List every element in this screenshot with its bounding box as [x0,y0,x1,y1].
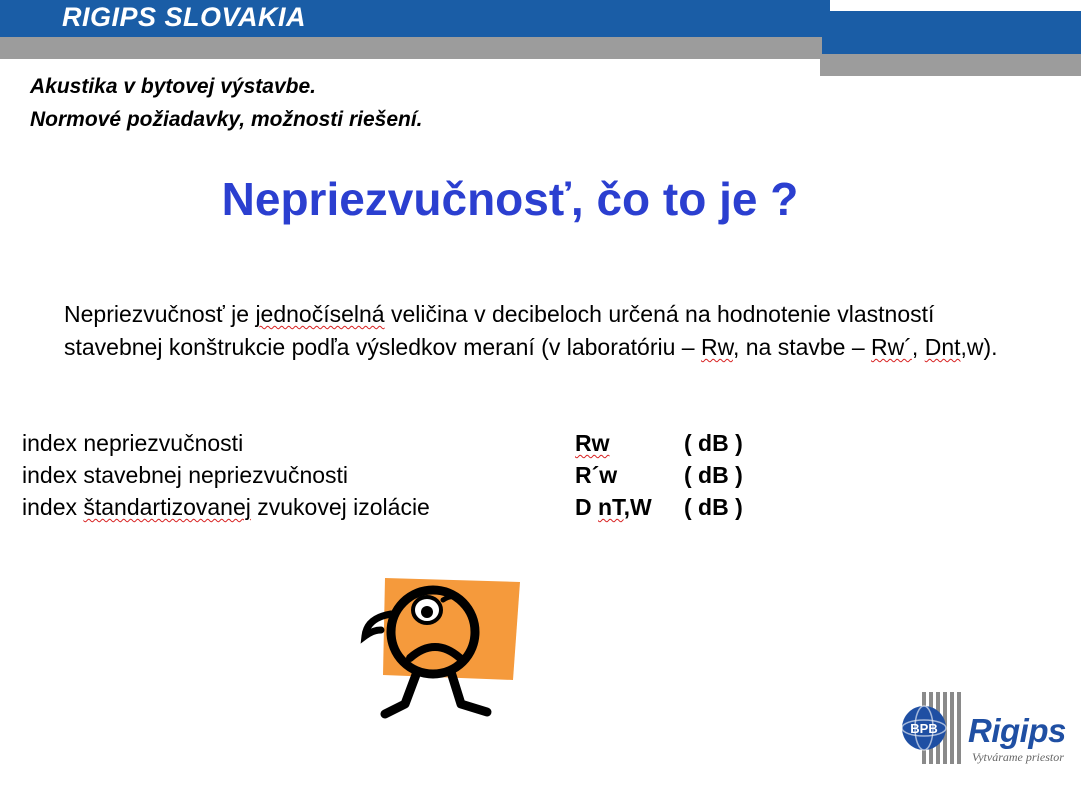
index-row [22,462,802,494]
definition-text: Nepriezvučnosť je [64,301,256,327]
bpb-logo-icon [898,692,974,764]
index-label-text: index [22,494,84,520]
definition-term: jednočíselná [255,301,385,327]
index-label: index nepriezvučnosti [22,430,244,456]
logo-badge-text: BPB [910,721,938,736]
index-symbol [575,494,652,521]
definition-text: , [911,334,925,360]
index-row [22,494,802,526]
index-unit: ( dB ) [684,430,743,456]
index-symbol: R´w [575,462,618,488]
header-bar-gray-right [820,54,1081,76]
cartoon-pupil [421,606,433,618]
definition-symbol-rw: Rw [700,334,733,360]
subtitle-line-1: Akustika v bytovej výstavbe. [30,75,316,98]
index-label-term: štandartizovanej [83,494,251,520]
index-label: index stavebnej nepriezvučnosti [22,462,349,488]
header-title: RIGIPS SLOVAKIA [62,2,307,32]
header-bar-gray [0,37,826,59]
definition-paragraph [64,298,1024,364]
index-label-text: zvukovej izolácie [250,494,430,520]
index-unit: ( dB ) [684,494,743,520]
definition-symbol-rw-prime: Rw´ [871,334,912,360]
subtitle-line-2: Normové požiadavky, možnosti riešení. [30,108,423,131]
logo-name: Rigips [968,712,1066,749]
index-row [22,430,802,462]
index-symbol-text: D [575,494,598,520]
index-label [22,494,430,521]
logo-tagline: Vytvárame priestor [972,750,1064,764]
cartoon-leg-left [385,672,417,714]
definition-text: ,w). [960,334,998,360]
definition-text: , na stavbe – [732,334,872,360]
index-unit: ( dB ) [684,462,743,488]
index-symbol: Rw [575,430,610,456]
definition-text: veličina v decibeloch určená na hodnotenie vlastností stavebnej konštrukcie podľa výsledkov meraní (v laboratóriu – [64,301,935,360]
index-symbol-text: ,W [623,494,652,520]
page-title: Nepriezvučnosť, čo to je ? [221,173,799,225]
definition-symbol-dnt: Dnt [924,334,961,360]
header-bar-blue-right [822,11,1081,54]
worried-face-cartoon [355,570,535,725]
index-symbol-sub: nT [598,494,624,520]
